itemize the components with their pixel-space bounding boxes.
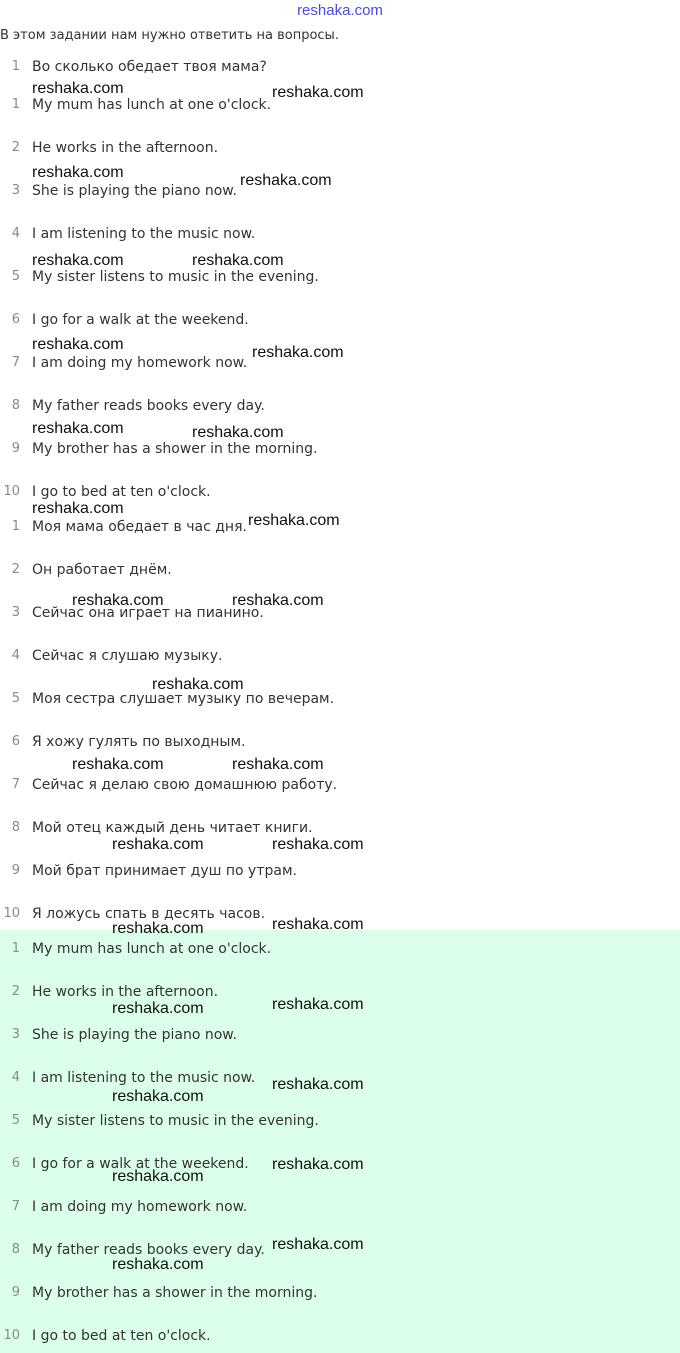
item-text: My mum has lunch at one o'clock.	[32, 97, 272, 113]
item-number: 9	[11, 441, 20, 456]
list-item	[0, 818, 680, 838]
watermark: reshaka.com	[232, 592, 324, 609]
item-text: My brother has a shower in the morning.	[32, 441, 318, 457]
item-text: My sister listens to music in the evening.	[32, 269, 319, 285]
item-text: Я хожу гулять по выходным.	[32, 734, 246, 750]
item-text: My father reads books every day.	[32, 1242, 265, 1258]
watermark: reshaka.com	[112, 1088, 204, 1105]
item-number: 4	[11, 648, 20, 663]
watermark: reshaka.com	[112, 1000, 204, 1017]
item-text: I am listening to the music now.	[32, 226, 256, 242]
item-text: She is playing the piano now.	[32, 1027, 237, 1043]
item-number: 6	[11, 1156, 20, 1171]
list-item	[0, 646, 680, 666]
item-text: I go for a walk at the weekend.	[32, 312, 249, 328]
item-text: Моя сестра слушает музыку по вечерам.	[32, 691, 335, 707]
item-text: Сейчас она играет на пианино.	[32, 605, 264, 621]
item-number: 8	[11, 398, 20, 413]
item-number: 9	[11, 863, 20, 878]
item-text: Во сколько обедает твоя мама?	[32, 59, 267, 75]
item-number: 3	[11, 1027, 20, 1042]
item-number: 10	[3, 906, 20, 921]
list-item	[0, 1025, 680, 1045]
watermark: reshaka.com	[72, 756, 164, 773]
list-item	[0, 689, 680, 709]
watermark: reshaka.com	[252, 344, 344, 361]
item-number: 7	[11, 1199, 20, 1214]
item-text: Мой брат принимает душ по утрам.	[32, 863, 297, 879]
item-text: Сейчас я слушаю музыку.	[32, 648, 223, 664]
item-text: He works in the afternoon.	[32, 140, 219, 156]
item-text: Сейчас я делаю свою домашнюю работу.	[32, 777, 338, 793]
item-text: I go for a walk at the weekend.	[32, 1156, 249, 1172]
item-text: Он работает днём.	[32, 562, 172, 578]
item-number: 10	[3, 1328, 20, 1343]
item-number: 5	[11, 269, 20, 284]
item-number: 6	[11, 312, 20, 327]
item-number: 4	[11, 1070, 20, 1085]
item-number: 1	[11, 941, 20, 956]
watermark: reshaka.com	[248, 512, 340, 529]
item-number: 3	[11, 183, 20, 198]
item-number: 10	[3, 484, 20, 499]
watermark: reshaka.com	[272, 1076, 364, 1093]
item-number: 5	[11, 691, 20, 706]
item-number: 2	[11, 984, 20, 999]
list-item	[0, 439, 680, 459]
watermark: reshaka.com	[112, 836, 204, 853]
list-item	[0, 939, 680, 959]
watermark: reshaka.com	[272, 1156, 364, 1173]
watermark: reshaka.com	[272, 1236, 364, 1253]
watermark: reshaka.com	[32, 420, 124, 437]
list-item	[0, 1111, 680, 1131]
list-item	[0, 517, 680, 537]
watermark: reshaka.com	[32, 164, 124, 181]
list-item	[0, 224, 680, 244]
item-number: 8	[11, 1242, 20, 1257]
watermark: reshaka.com	[272, 84, 364, 101]
item-text: Мой отец каждый день читает книги.	[32, 820, 313, 836]
watermark: reshaka.com	[112, 920, 204, 937]
item-text: My mum has lunch at one o'clock.	[32, 941, 272, 957]
list-item	[0, 775, 680, 795]
list-item	[0, 560, 680, 580]
list-item	[0, 267, 680, 287]
item-number: 7	[11, 355, 20, 370]
watermark: reshaka.com	[192, 424, 284, 441]
item-number: 7	[11, 777, 20, 792]
list-item	[0, 732, 680, 752]
list-item	[0, 396, 680, 416]
item-number: 8	[11, 820, 20, 835]
item-text: I am listening to the music now.	[32, 1070, 256, 1086]
watermark: reshaka.com	[240, 172, 332, 189]
item-text: I go to bed at ten o'clock.	[32, 484, 211, 500]
item-number: 9	[11, 1285, 20, 1300]
item-text: I am doing my homework now.	[32, 1199, 248, 1215]
item-number: 5	[11, 1113, 20, 1128]
watermark: reshaka.com	[32, 336, 124, 353]
list-item	[0, 1283, 680, 1303]
list-item	[0, 482, 680, 502]
item-text: My brother has a shower in the morning.	[32, 1285, 318, 1301]
watermark: reshaka.com	[272, 836, 364, 853]
watermark: reshaka.com	[112, 1256, 204, 1273]
list-item	[0, 181, 680, 201]
list-item	[0, 1326, 680, 1346]
site-header[interactable]: reshaka.com	[297, 2, 383, 19]
watermark: reshaka.com	[32, 252, 124, 269]
watermark: reshaka.com	[152, 676, 244, 693]
watermark: reshaka.com	[232, 756, 324, 773]
list-item	[0, 861, 680, 881]
list-item	[0, 1197, 680, 1217]
item-number: 4	[11, 226, 20, 241]
watermark: reshaka.com	[192, 252, 284, 269]
intro-text: В этом задании нам нужно ответить на вопросы.	[0, 28, 339, 43]
watermark: reshaka.com	[272, 916, 364, 933]
watermark: reshaka.com	[32, 500, 124, 517]
item-text: My sister listens to music in the evening.	[32, 1113, 319, 1129]
item-text: She is playing the piano now.	[32, 183, 237, 199]
watermark: reshaka.com	[272, 996, 364, 1013]
item-number: 1	[11, 519, 20, 534]
item-text: Моя мама обедает в час дня.	[32, 519, 247, 535]
watermark: reshaka.com	[72, 592, 164, 609]
item-number: 1	[11, 59, 20, 74]
item-text: He works in the afternoon.	[32, 984, 219, 1000]
item-number: 1	[11, 97, 20, 112]
item-text: Я ложусь спать в десять часов.	[32, 906, 266, 922]
item-number: 6	[11, 734, 20, 749]
list-item	[0, 57, 680, 77]
item-number: 2	[11, 140, 20, 155]
item-text: My father reads books every day.	[32, 398, 265, 414]
watermark: reshaka.com	[32, 80, 124, 97]
item-text: I go to bed at ten o'clock.	[32, 1328, 211, 1344]
item-text: I am doing my homework now.	[32, 355, 248, 371]
list-item	[0, 138, 680, 158]
list-item	[0, 310, 680, 330]
item-number: 3	[11, 605, 20, 620]
item-number: 2	[11, 562, 20, 577]
watermark: reshaka.com	[112, 1168, 204, 1185]
